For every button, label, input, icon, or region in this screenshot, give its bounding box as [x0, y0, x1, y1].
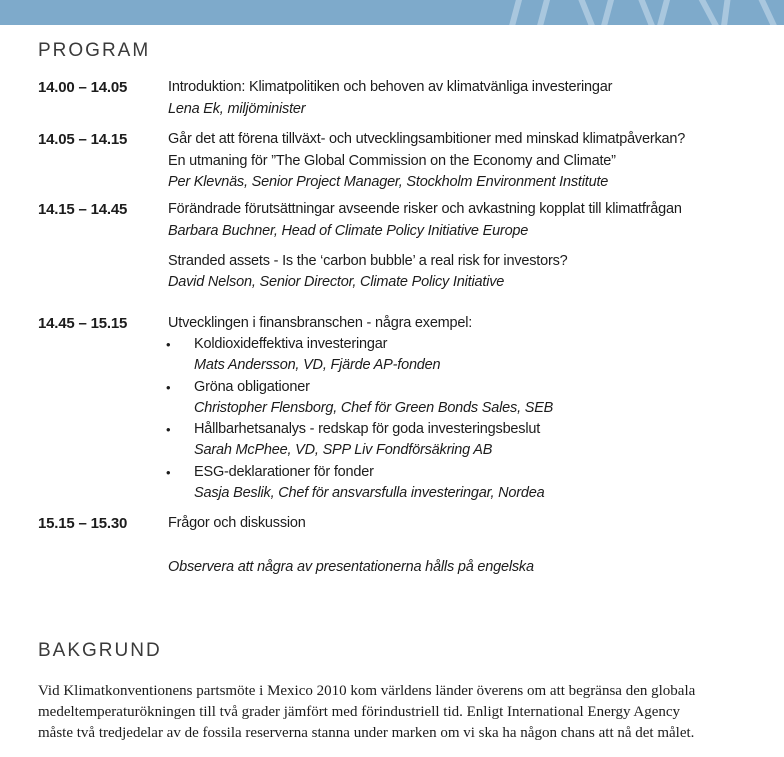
slot-time: 14.05 – 14.15 [38, 131, 128, 148]
slot-speaker: Barbara Buchner, Head of Climate Policy Initiative Europe [168, 223, 529, 239]
bullet-speaker: Christopher Flensborg, Chef för Green Bonds Sales, SEB [194, 400, 554, 416]
background-heading: BAKGRUND [38, 640, 162, 661]
slot-time: 14.00 – 14.05 [38, 79, 128, 96]
bullet-speaker: Sasja Beslik, Chef för ansvarsfulla investeringar, Nordea [194, 485, 545, 501]
slot-time: 14.15 – 14.45 [38, 201, 128, 218]
slot-topic: En utmaning för ”The Global Commission on the Economy and Climate” [168, 153, 616, 169]
slot-speaker: Per Klevnäs, Senior Project Manager, Stockholm Environment Institute [168, 174, 609, 190]
slot-time: 14.45 – 15.15 [38, 315, 128, 332]
slot-intro: Utvecklingen i finansbranschen - några exempel: [168, 315, 473, 331]
slot-topic: Stranded assets - Is the ‘carbon bubble’ a real risk for investors? [168, 253, 568, 269]
program-note: Observera att några av presentationerna hålls på engelska [168, 559, 534, 575]
bullet-marker: • [166, 465, 171, 480]
background-line: måste två tredjedelar av de fossila reserverna stanna under marken om vi ska ha någon chans att nå det målet. [38, 725, 695, 741]
bullet-title: Koldioxideffektiva investeringar [194, 336, 388, 352]
bullet-title: Gröna obligationer [194, 379, 310, 395]
slot-topic: Går det att förena tillväxt- och utvecklingsambitioner med minskad klimatpåverkan? [168, 131, 686, 147]
background-line: medeltemperaturökningen till två grader jämfört med förindustriell tid. Enligt International Energy Agency [38, 704, 681, 720]
slot-speaker: Lena Ek, miljöminister [168, 101, 306, 117]
bullet-title: ESG-deklarationer för fonder [194, 464, 374, 480]
slot-topic: Introduktion: Klimatpolitiken och behoven av klimatvänliga investeringar [168, 79, 613, 95]
slot-topic: Frågor och diskussion [168, 515, 306, 531]
bullet-speaker: Sarah McPhee, VD, SPP Liv Fondförsäkring AB [194, 442, 493, 458]
bullet-speaker: Mats Andersson, VD, Fjärde AP-fonden [194, 357, 441, 373]
bullet-marker: • [166, 380, 171, 395]
bullet-marker: • [166, 337, 171, 352]
bullet-marker: • [166, 422, 171, 437]
background-paragraph [38, 681, 760, 744]
background-line: Vid Klimatkonventionens partsmöte i Mexico 2010 kom världens länder överens om att begränsa den globala [38, 683, 696, 699]
program-heading: PROGRAM [38, 40, 151, 61]
banner-decoration [0, 0, 784, 25]
header-banner [0, 0, 784, 25]
slot-time: 15.15 – 15.30 [38, 515, 128, 532]
bullet-title: Hållbarhetsanalys - redskap för goda investeringsbeslut [194, 421, 541, 437]
slot-speaker: David Nelson, Senior Director, Climate Policy Initiative [168, 274, 505, 290]
slot-topic: Förändrade förutsättningar avseende risker och avkastning kopplat till klimatfrågan [168, 201, 682, 217]
